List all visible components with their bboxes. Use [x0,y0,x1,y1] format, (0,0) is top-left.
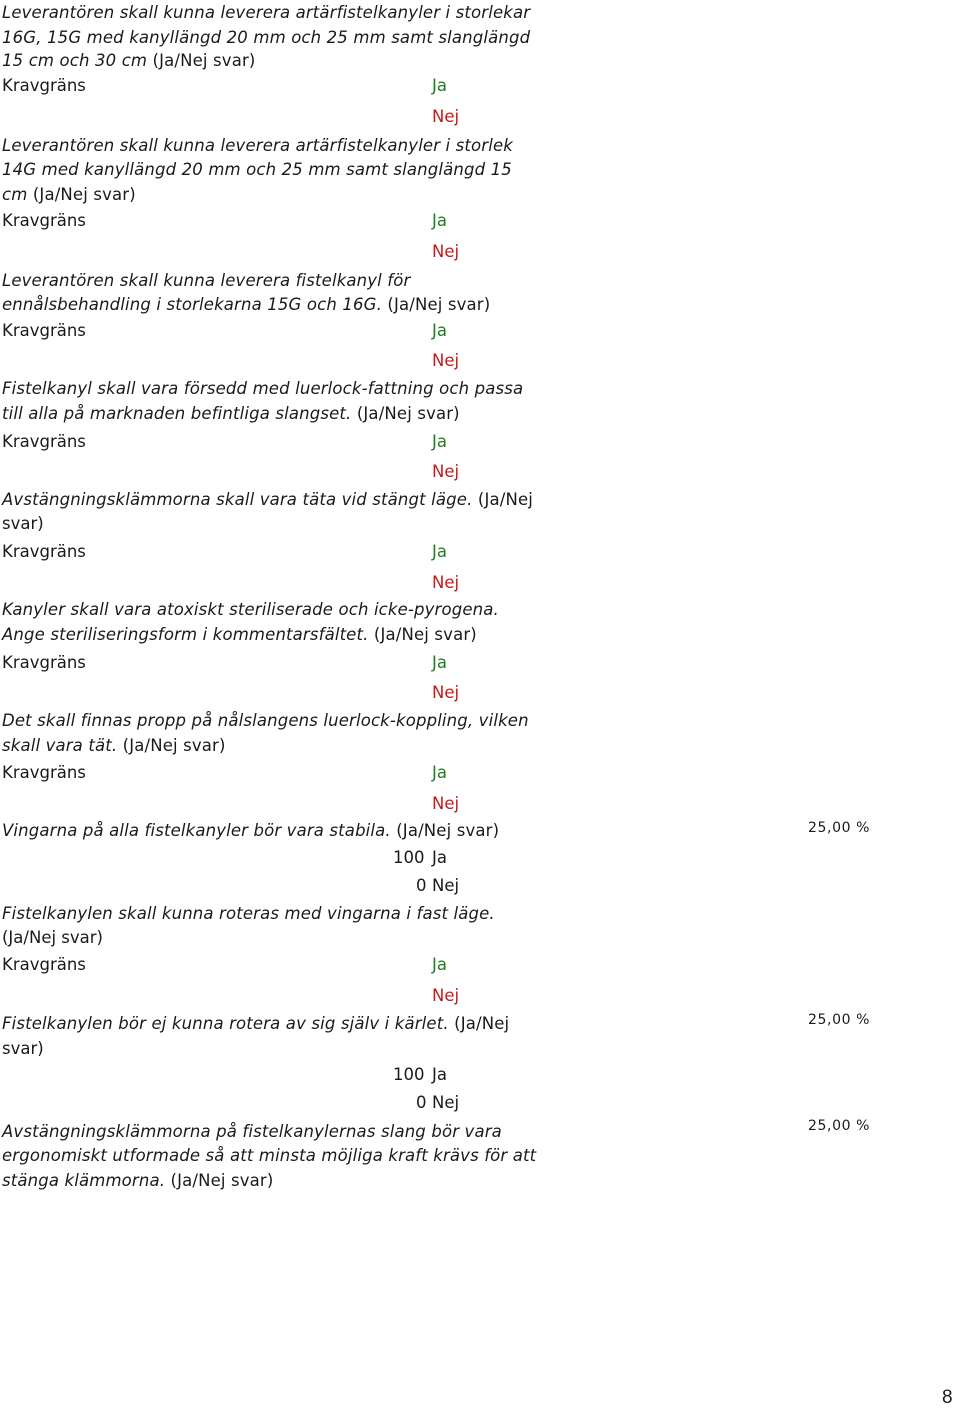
question-text: Vingarna på alla fistelkanyler bör vara stabila. (Ja/Nej svar) [2,821,500,840]
question-text: ergonomiskt utformade så att minsta möjliga kraft krävs för att [2,1146,537,1165]
answer-no: Nej [432,107,460,126]
answer-no: Nej [432,242,460,261]
question-text: Leverantören skall kunna leverera artärfistelkanyler i storlek [2,136,513,155]
question-text: 16G, 15G med kanyllängd 20 mm och 25 mm samt slanglängd [2,28,531,47]
answer-no: Nej [432,462,460,481]
question-text: Avstängningsklämmorna skall vara täta vid stängt läge. (Ja/Nej [2,490,533,509]
answer-yes: Ja [432,542,447,561]
answer-yes: Ja [432,321,447,340]
answer-no: Nej [432,573,460,592]
weight-percent: 25,00 % [808,820,871,836]
question-text: 15 cm och 30 cm (Ja/Nej svar) [2,51,256,70]
answer-yes: Ja [432,763,447,782]
answer-no: Nej [432,351,460,370]
question-text: cm (Ja/Nej svar) [2,185,136,204]
requirement-type: Kravgräns [2,76,86,95]
requirement-type: Kravgräns [2,321,86,340]
answer-yes: Ja [432,432,447,451]
question-text: svar) [2,514,44,533]
question-text: Leverantören skall kunna leverera artärfistelkanyler i storlekar [2,3,531,22]
answer-no: Nej [432,794,460,813]
question-text: Ange steriliseringsform i kommentarsfältet. (Ja/Nej svar) [2,625,477,644]
points-no: 0 [416,1093,427,1112]
answer-no: Nej [432,1093,460,1112]
question-text: Det skall finnas propp på nålslangens luerlock-koppling, vilken [2,711,529,730]
weight-percent: 25,00 % [808,1012,871,1028]
answer-no: Nej [432,876,460,895]
requirement-type: Kravgräns [2,211,86,230]
answer-yes: Ja [432,653,447,672]
question-text: Fistelkanyl skall vara försedd med luerlock-fattning och passa [2,379,524,398]
points-no: 0 [416,876,427,895]
question-text: (Ja/Nej svar) [2,928,103,947]
points-yes: 100 [393,848,425,867]
answer-yes: Ja [432,76,447,95]
question-text: svar) [2,1039,44,1058]
question-text: Leverantören skall kunna leverera fistelkanyl för [2,271,411,290]
question-text: 14G med kanyllängd 20 mm och 25 mm samt slanglängd 15 [2,160,512,179]
requirement-type: Kravgräns [2,763,86,782]
answer-yes: Ja [432,211,447,230]
answer-yes: Ja [432,848,447,867]
answer-no: Nej [432,986,460,1005]
requirement-type: Kravgräns [2,542,86,561]
question-text: Avstängningsklämmorna på fistelkanylernas slang bör vara [2,1122,502,1141]
question-text: skall vara tät. (Ja/Nej svar) [2,736,226,755]
question-text: ennålsbehandling i storlekarna 15G och 16G. (Ja/Nej svar) [2,295,491,314]
answer-yes: Ja [432,955,447,974]
points-yes: 100 [393,1065,425,1084]
requirement-type: Kravgräns [2,955,86,974]
answer-no: Nej [432,683,460,702]
question-text: Fistelkanylen bör ej kunna rotera av sig själv i kärlet. (Ja/Nej [2,1014,510,1033]
question-text: Kanyler skall vara atoxiskt steriliserade och icke-pyrogena. [2,600,499,619]
requirement-type: Kravgräns [2,432,86,451]
question-text: Fistelkanylen skall kunna roteras med vingarna i fast läge. [2,904,495,923]
question-text: till alla på marknaden befintliga slangset. (Ja/Nej svar) [2,404,460,423]
answer-yes: Ja [432,1065,447,1084]
weight-percent: 25,00 % [808,1118,871,1134]
requirement-type: Kravgräns [2,653,86,672]
page-number: 8 [942,1387,953,1408]
question-text: stänga klämmorna. (Ja/Nej svar) [2,1171,274,1190]
